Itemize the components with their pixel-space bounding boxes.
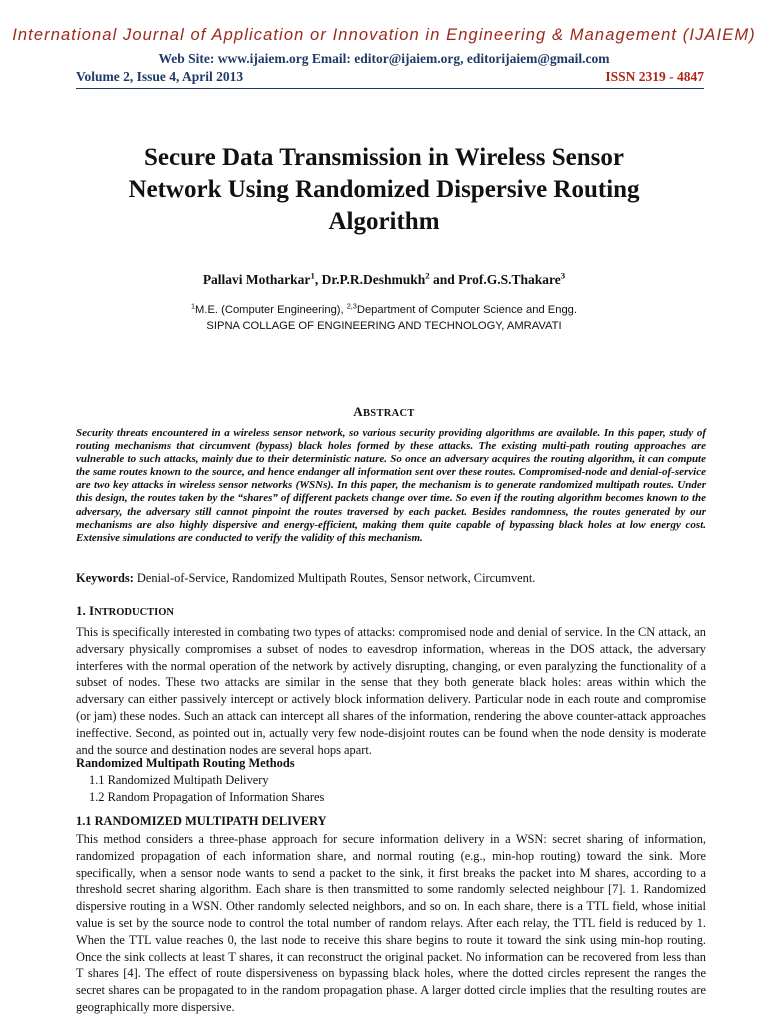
author-1: Pallavi Motharkar	[202, 272, 311, 287]
volume-issue: Volume 2, Issue 4, April 2013	[76, 69, 244, 84]
keywords-text: Denial-of-Service, Randomized Multipath Routes, Sensor network, Circumvent.	[133, 571, 536, 585]
author-1-sup: 1	[310, 270, 315, 281]
issn: ISSN 2319 - 4847	[605, 69, 704, 84]
section-1-1-heading: 1.1 RANDOMIZED MULTIPATH DELIVERY	[76, 814, 327, 828]
intro-heading-rest: NTRODUCTION	[94, 607, 174, 618]
methods-item-2: 1.2 Random Propagation of Information Shares	[89, 790, 325, 804]
header-rule	[76, 88, 704, 89]
methods-heading: Randomized Multipath Routing Methods	[76, 756, 295, 770]
methods-item-1: 1.1 Randomized Multipath Delivery	[89, 773, 269, 787]
journal-title: International Journal of Application or Innovation in Engineering & Management (IJAIEM)	[12, 26, 756, 44]
authors-and: and	[429, 272, 459, 287]
keywords-label: Keywords:	[76, 571, 134, 585]
abstract-heading-text: BSTRACT	[363, 408, 415, 419]
author-2-sup: 2	[425, 270, 430, 281]
affiliation-college: SIPNA COLLAGE OF ENGINEERING AND TECHNOLOGY, AMRAVATI	[206, 320, 562, 332]
intro-heading-num: 1. I	[76, 603, 95, 618]
journal-contact-line: Web Site: www.ijaiem.org Email: editor@ijaiem.org, editorijaiem@gmail.com	[158, 51, 610, 66]
paper-title-line-2: Network Using Randomized Dispersive Routing	[128, 176, 640, 203]
abstract-text: Security threats encountered in a wireless sensor network, so various security providing algorithms are available. In this paper, study of routing mechanisms that circumvent (bypass) black holes formed by these attacks. The existing multi-path routing approaches are vulnerable to such attacks, mainly due to their deterministic nature. So once an adversary acquires the routing algorithm, it can compute the same routes known to the source, and hence endanger all information sent over these routes. Compromised-node and denial-of-service are two key attacks in wireless sensor networks (WSNs). In this paper, the mechanism is to generate randomized multipath routes. Under this design, the routes taken by the “shares” of different packets change over time. So even if the routing algorithm becomes known to the adversary, the adversary still cannot pinpoint the routes traversed by each packet. Besides randomness, the routes generated by our mechanisms are also highly dispersive and energy-efficient, making them quite capable of bypassing black holes at low energy cost. Extensive simulations are conducted to verify the validity of this mechanism.	[76, 427, 706, 544]
intro-heading	[76, 603, 174, 619]
affil-dept-2: Department of Computer Science and Engg.	[356, 304, 578, 316]
authors: Pallavi Motharkar$^1$, Dr.P.R.Deshmukh$^2$ and Prof.G.S.Thakare$^3$	[202, 270, 566, 287]
author-3-sup: 3	[560, 270, 566, 281]
affiliation-depts	[0, 302, 768, 318]
paper-title	[70, 142, 698, 238]
keywords	[76, 570, 706, 586]
section-1-1-paragraph: This method considers a three-phase approach for secure information delivery in a WSN: secret sharing of information, randomized propagation of each information share, and normal routing (e.g., min-hop routing) toward the sink. More specifically, when a sensor node wants to send a packet to the sink, it first breaks the packet into M shares, according to a threshold secret sharing algorithm. Each share is then transmitted to some randomly selected neighbour [7]. 1. Randomized dispersive routing in a WSN. Other randomly selected neighbors, and so on. In each share, there is a TTL field, whose initial value is set by the source node to control the total number of random relays. After each relay, the TTL field is reduced by 1. When the TTL value reaches 0, the last node to receive this share begins to route it toward the sink using min-hop routing. Once the sink collects at least T shares, it can reconstruct the original packet. No information can be recovered from less than T shares [4]. The effect of route dispersiveness on bypassing black holes, where the dotted circles represent the ranges the secret shares can be propagated to in the random propagation phase. A larger dotted circle implies that the resulting routes are geographically more dispersive.	[76, 832, 706, 1014]
affil-dept-1: M.E. (Computer Engineering),	[195, 304, 347, 316]
affil-sup-1: 1	[190, 301, 196, 311]
abstract-heading: ABSTRACT	[353, 404, 415, 419]
author-2: Dr.P.R.Deshmukh	[321, 272, 426, 287]
author-3: Prof.G.S.Thakare	[458, 272, 561, 287]
paper-title-line-1: Secure Data Transmission in Wireless Sensor	[144, 144, 624, 171]
intro-paragraph: This is specifically interested in combating two types of attacks: compromised node and denial of service. In the CN attack, an adversary physically compromises a subset of nodes to eavesdrop information, whereas in the DOS attack, the adversary interferes with the normal operation of the network by actively disrupting, changing, or even paralyzing the functionality of a subset of nodes. These two attacks are similar in the sense that they both generate black holes: areas within which the adversary can either passively intercept or actively block information delivery. Particular node in each route and compromise (or jam) these nodes. Such an attack can intercept all shares of the information, rendering the above counter-attack approaches ineffective. Second, as pointed out in, actually very few node-disjoint routes can be found when the node density is moderate and the source and destination nodes are several hops apart.	[76, 625, 706, 757]
paper-title-line-3: Algorithm	[328, 208, 440, 235]
affiliation	[0, 302, 768, 334]
volume-line	[76, 69, 704, 87]
affil-sup-23: 2,3	[346, 301, 357, 311]
